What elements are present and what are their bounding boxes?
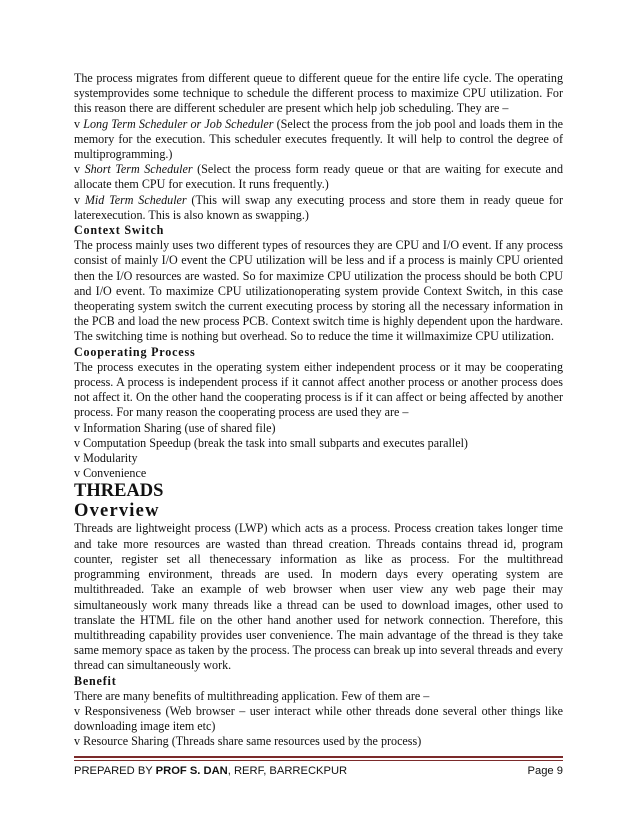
footer-credit	[74, 764, 347, 778]
list-item: v Responsiveness (Web browser – user interact while other threads done several other things like downloading image item etc)	[74, 703, 563, 734]
scheduler-name: Mid Term Scheduler	[84, 192, 187, 207]
threads-title: THREADS	[74, 481, 164, 502]
scheduler-item-long-term	[74, 117, 563, 163]
page-number: Page 9	[527, 765, 563, 777]
footer-author: PROF S. DAN	[155, 765, 228, 777]
bullet: v	[74, 192, 85, 207]
benefit-heading: Benefit	[74, 673, 117, 688]
footer-rule-thick	[74, 756, 563, 758]
bullet: v	[74, 116, 84, 131]
context-switch-body: The process mainly uses two different types of resources they are CPU and I/O event. If any process consist of mainly I/O event the CPU utilization will be less and if a process is mainly CPU oriented then the I/O resources are wasted. So for maximize CPU utilization the process should be both CPU and I/O event. To maximize CPU utilizationoperating system provide Context Switch, in this case theoperating system switch the current executing process by storing all the necessary information in the PCB and load the new process PCB. Context switch time is highly dependent upon the hardware. The switching time is nothing but overhead. So to reduce the time it willmaximize CPU utilization.	[74, 238, 563, 344]
benefit-body: There are many benefits of multithreading application. Few of them are –	[74, 688, 430, 703]
cooperating-process-heading: Cooperating Process	[74, 344, 196, 359]
scheduler-item-short-term	[74, 162, 563, 192]
scheduler-desc: (This will swap any executing process and store them in ready queue for laterexecution. This is also known as swapping.)	[74, 192, 564, 222]
bullet: v	[74, 162, 85, 177]
page-content	[74, 71, 563, 750]
scheduler-item-mid-term	[74, 193, 563, 223]
list-item: v Resource Sharing (Threads share same resources used by the process)	[74, 734, 422, 749]
list-item: v Convenience	[74, 466, 147, 481]
scheduler-name: Long Term Scheduler or Job Scheduler	[83, 116, 274, 131]
cooperating-process-body: The process executes in the operating system either independent process or it may be cooperating process. A process is independent process if it cannot affect another process or another process does not affect it. On the other hand the cooperating process is if it can affect or being affected by another process. For many reason the cooperating process are used they are –	[74, 359, 563, 420]
overview-body: Threads are lightweight process (LWP) which acts as a process. Process creation takes longer time and take more resources are wasted than thread creation. Threads contains thread id, program counter, register set all thenecessary information as like as process. For the multithread programming environment, threads are used. In modern days every operating system are multithreaded. Take an example of web browser when user view any web page their may simultaneously work many threads like a thread can be used to download images, other used to translate the HTML file on the other hand another used for network connection. Therefore, this multithreading capability provides user convenience. The main advantage of the thread is they take same memory space as taken by the process. The process can break up into several threads and every thread can simultaneously work.	[74, 521, 563, 673]
list-item: v Information Sharing (use of shared file)	[74, 420, 276, 435]
footer-rule-thin	[74, 760, 563, 761]
scheduler-name: Short Term Scheduler	[84, 162, 193, 177]
footer-suffix: , RERF, BARRECKPUR	[227, 765, 348, 777]
scheduler-desc: (Select the process from the job pool and loads them in the memory for the execution. This scheduler executes frequently. It will help to control the degree of multiprogramming.)	[74, 116, 563, 162]
list-item: v Computation Speedup (break the task into small subparts and executes parallel)	[74, 435, 468, 450]
scheduler-desc: (Select the process form ready queue or that are waiting for execute and allocate them CPU for execution. It runs frequently.)	[74, 162, 563, 192]
footer-prefix: PREPARED BY	[74, 765, 156, 777]
overview-heading: Overview	[74, 501, 160, 522]
list-item: v Modularity	[74, 451, 138, 466]
intro-paragraph: The process migrates from different queue to different queue for the entire life cycle. The operating systemprovides some technique to schedule the different process to maximize CPU utilization. For this reason there are different scheduler are present which help job scheduling. They are –	[74, 71, 563, 116]
context-switch-heading: Context Switch	[74, 223, 165, 238]
